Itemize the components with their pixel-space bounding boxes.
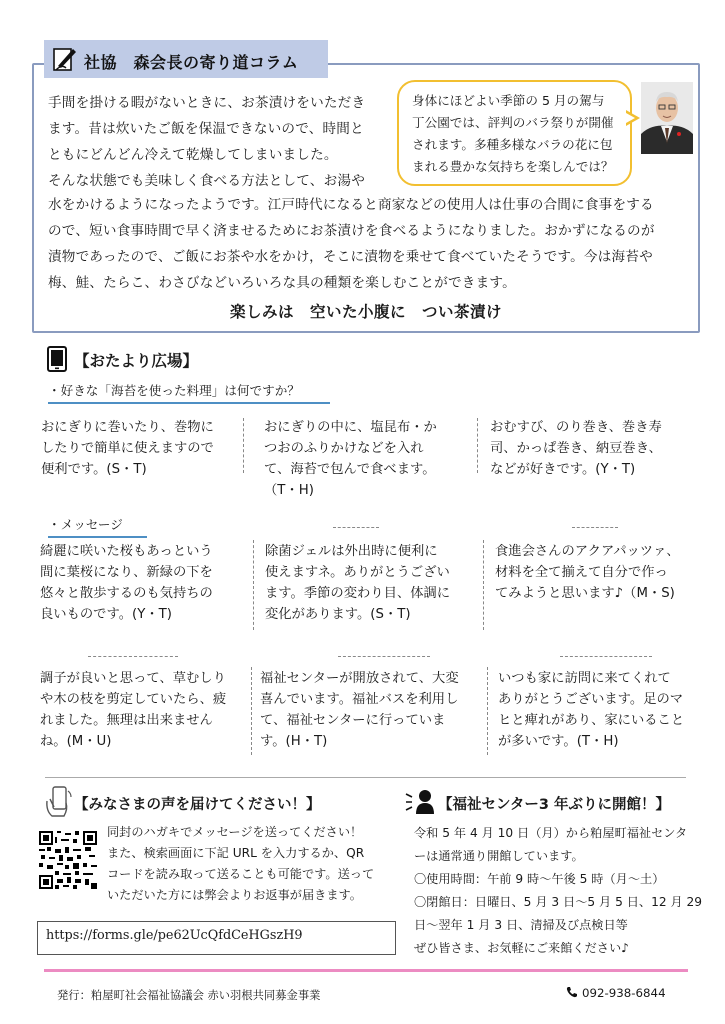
text-line: されます。多種多様なバラの花に包 [412, 137, 613, 152]
text-line: て、福祉センターに行っていま [260, 713, 446, 728]
center-text [414, 822, 702, 960]
text-line: 日～翌年 1 月 3 日、清掃及び点検日等 [414, 918, 628, 932]
text-line: が多いです。(T・H) [498, 734, 619, 749]
text-line: ます。昔は炊いたご飯を保温できないので、時間と [48, 121, 364, 137]
column-paragraph-2 [48, 192, 655, 296]
row-divider [338, 656, 430, 657]
phone-icon [566, 986, 578, 998]
text-line: 〇使用時間：午前 9 時～午後 5 時（月～土） [414, 872, 665, 886]
text-line: 使えますネ。ありがとうござい [265, 565, 450, 580]
column-title: 社協 森会長の寄り道コラム [84, 53, 299, 72]
speech-bubble-text [412, 90, 614, 178]
text-line: おむすび、のり巻き、巻き寿 [490, 420, 662, 435]
text-line: 身体にほどよい季節の 5 月の駕与 [412, 93, 605, 108]
text-line: 綺麗に咲いた桜もあっという [40, 544, 213, 559]
text-line: また、検索画面に下記 URL を入力するか、QR [107, 846, 365, 860]
text-line: などが好きです。(Y・T) [490, 462, 636, 477]
announcement-person-icon [404, 788, 438, 814]
text-line: 手間を掛ける暇がないときに、お茶漬けをいただき [48, 95, 366, 111]
column-paragraph-1 [48, 90, 365, 194]
voice-title: 【みなさまの声を届けてください！】 [74, 797, 321, 813]
message-card [495, 541, 680, 604]
column-motto: 楽しみは 空いた小腹に つい茶漬け [230, 303, 503, 321]
message-card [265, 541, 450, 625]
text-line: コードを読み取って送ることも可能です。送って [107, 867, 375, 881]
text-line: 漬物であったので、ご飯にお茶や水をかけ，そこに漬物を乗せて食べていたそうです。今は海苔や [48, 249, 653, 265]
text-line: 丁公園では、評判のバラ祭りが開催 [412, 115, 614, 130]
text-line: 同封のハガキでメッセージを送ってください！ [107, 825, 363, 839]
text-line: いただいた方には弊会よりお返事が届きます。 [107, 888, 362, 902]
message-card [260, 668, 459, 752]
pen-writing-icon [52, 46, 78, 72]
message-card [40, 668, 226, 752]
voice-text [107, 822, 374, 906]
section-separator [45, 777, 686, 778]
text-line: 材料を全て揃えて自分で作っ [495, 565, 668, 580]
column-divider [253, 540, 254, 630]
qr-code[interactable] [39, 831, 97, 889]
form-url-link[interactable]: https://forms.gle/pe62UcQfdCeHGszH9 [46, 928, 303, 943]
text-line: や木の枝を剪定していたら、疲 [40, 692, 227, 707]
text-line: 〇閉館日：日曜日、5 月 3 日～5 月 5 日、12 月 29 [414, 895, 703, 909]
answer-card [41, 417, 214, 480]
row-divider [333, 527, 379, 528]
text-line: （T・H) [264, 483, 314, 498]
column-divider [243, 418, 244, 473]
center-title: 【福祉センター3 年ぶりに開館！】 [438, 797, 671, 813]
text-line: 変化があります。(S・T) [265, 607, 411, 622]
text-line: 令和 5 年 4 月 10 日（月）から粕屋町福祉センタ [414, 826, 688, 840]
text-line: 梅、鮭、たらこ、わさびなどいろいろな具の種類を楽しむことができます。 [48, 275, 516, 291]
text-line: 悠々と散歩するのも気持ちの [40, 586, 213, 601]
letters-title: 【おたより広場】 [74, 352, 199, 370]
text-line: てみようと思います♪（M・S) [495, 586, 675, 601]
smartphone-icon [46, 346, 68, 372]
text-line: おにぎりの中に、塩昆布・か [264, 420, 437, 435]
phone-number[interactable]: 092-938-6844 [582, 986, 666, 1000]
row-divider [88, 656, 178, 657]
text-line: 食進会さんのアクアパッツァ、 [495, 544, 680, 559]
text-line: そんな状態でも美味しく食べる方法として、お湯や [48, 173, 365, 189]
message-card [40, 541, 213, 625]
text-line: 良いものです。(Y・T) [40, 607, 172, 622]
column-divider [483, 540, 484, 630]
footer-rule [44, 969, 688, 972]
text-line: ありがとうございます。足のマ [498, 692, 684, 707]
text-line: 除菌ジェルは外出時に便利に [265, 544, 438, 559]
text-line: つおのふりかけなどを入れ [264, 441, 424, 456]
president-portrait [641, 82, 693, 154]
text-line: て、海苔で包んで食べます。 [264, 462, 436, 477]
text-line: ね。(M・U) [40, 734, 112, 749]
text-line: 喜んでいます。福祉バスを利用し [260, 692, 459, 707]
answer-card [490, 417, 662, 480]
text-line: す。(H・T) [260, 734, 328, 749]
column-divider [477, 418, 478, 473]
message-label: ・メッセージ [48, 514, 147, 538]
text-line: おにぎりに巻いたり、巻物に [41, 420, 214, 435]
answer-card [264, 417, 437, 501]
message-card [498, 668, 684, 752]
row-divider [572, 527, 618, 528]
text-line: ます。季節の変わり目、体調に [265, 586, 451, 601]
text-line: いつも家に訪問に来てくれて [498, 671, 671, 686]
text-line: 便利です。(S・T) [41, 462, 147, 477]
text-line: ヒと痺れがあり、家にいること [498, 713, 685, 728]
publisher-text: 発行：粕屋町社会福祉協議会 赤い羽根共同募金事業 [57, 989, 321, 1002]
text-line: 福祉センターが開放されて、大変 [260, 671, 459, 686]
column-divider [487, 667, 488, 755]
text-line: 間に葉桜になり、新緑の下を [40, 565, 213, 580]
text-line: ともにどんどん冷えて乾燥してしまいました。 [48, 147, 338, 163]
text-line: れました。無理は出来ません [40, 713, 213, 728]
text-line: 司、かっぱ巻き、納豆巻き、 [490, 441, 662, 456]
speech-bubble-tail-inner [626, 113, 635, 123]
text-line: 調子が良いと思って、草むしり [40, 671, 226, 686]
row-divider [560, 656, 652, 657]
text-line: 水をかけるようになったようです。江戸時代になると商家などの使用人は仕事の合間に食事をする [48, 197, 654, 213]
text-line: ので、短い食事時間で早く済ませるためにお茶漬けを食べるようになりました。おかずになるのが [48, 223, 655, 239]
text-line: まれる豊かな気持ちを楽しんでは？ [412, 159, 614, 174]
hand-phone-icon [44, 785, 74, 819]
question-label: ・好きな「海苔を使った料理」は何ですか？ [48, 380, 330, 404]
text-line: したりで簡単に使えますので [41, 441, 214, 456]
text-line: ーは通常通り開館しています。 [414, 849, 584, 863]
text-line: ぜひ皆さま、お気軽にご来館ください♪ [414, 941, 629, 955]
column-divider [251, 667, 252, 755]
